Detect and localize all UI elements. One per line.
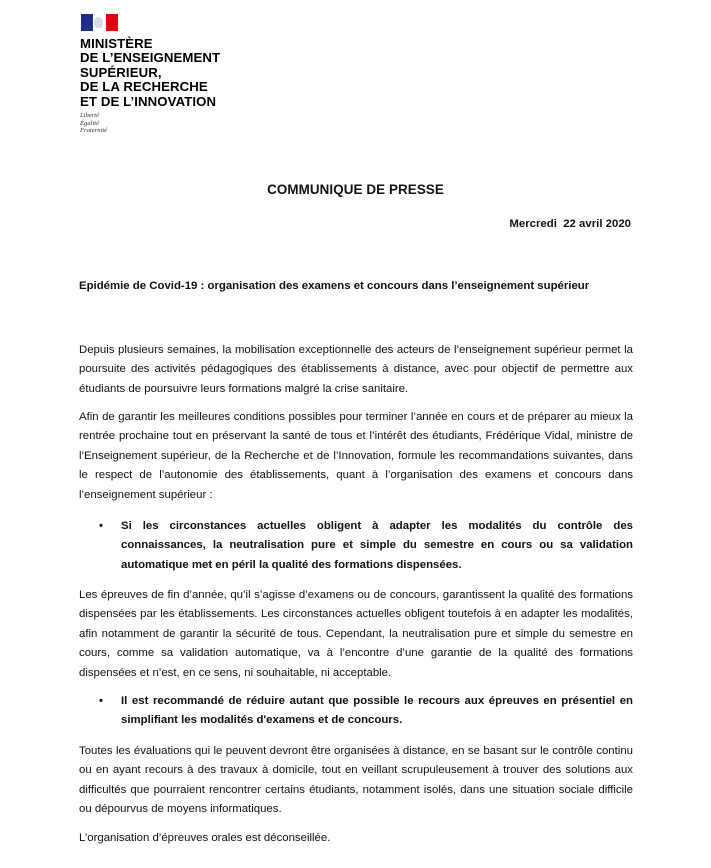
document-title: COMMUNIQUE DE PRESSE <box>267 182 444 197</box>
ministry-line: DE LA RECHERCHE <box>80 79 208 95</box>
ministry-line: MINISTÈRE <box>80 36 153 51</box>
ministry-line: DE L’ENSEIGNEMENT <box>80 50 221 66</box>
paragraph: Depuis plusieurs semaines, la mobilisation exceptionnelle des acteurs de l’enseignement supérieur permet la poursuite des activités pédagogiques des établissements à distance, avec pour objectif de permettre aux étudiants de poursuivre leurs formations malgré la crise sanitaire. <box>79 344 633 395</box>
paragraph: L’organisation d’épreuves orales est déconseillée. <box>79 832 331 844</box>
ministry-name <box>80 37 250 109</box>
paragraph: Toutes les évaluations qui le peuvent devront être organisées à distance, en se basant sur le contrôle continu ou en ayant recours à des travaux à domicile, tout en veillant scrupuleusement à trouver des solutions aux difficultés que pourraient rencontrer certains étudiants, notamment isolés, dans une situation sociale difficile ou dépourvus de moyens informatiques. <box>79 745 633 816</box>
bullet-item <box>79 692 633 731</box>
bullet-text: Si les circonstances actuelles obligent à adapter les modalités du contrôle des connaissances, la neutralisation pure et simple du semestre en cours ou sa validation automatique met en péril la qualité des formations dispensées. <box>121 520 633 571</box>
french-flag-icon <box>81 14 118 31</box>
paragraph: Les épreuves de fin d’année, qu’il s’agisse d’examens ou de concours, garantissent la qualité des formations dispensées par les établissements. Les circonstances actuelles obligent toutefois à en adapter les modalités, afin notamment de garantir la sécurité de tous. Cependant, la neutralisation pure et simple du semestre en cours, comme sa validation automatique, va à l’encontre d’une garantie de la qualité des formations dispensées et n’est, en ce sens, ni souhaitable, ni acceptable. <box>79 589 633 679</box>
ministry-line: SUPÉRIEUR, <box>80 64 162 80</box>
motto-line: Liberté <box>80 112 100 120</box>
bullet-icon: • <box>99 520 103 532</box>
republic-motto <box>80 112 250 135</box>
paragraph: Afin de garantir les meilleures conditions possibles pour terminer l’année en cours et de préparer au mieux la rentrée prochaine tout en préservant la santé de tous et l’intérêt des étudiants, Frédérique Vidal, ministre de l’Enseignement supérieur, de la Recherche et de l’Innovation, formule les recommandations suivantes, dans le respect de l’autonomie des établissements, quant à l’organisation des examens et concours dans l’enseignement supérieur : <box>79 411 633 501</box>
motto-line: Égalité <box>80 119 100 127</box>
motto-line: Fraternité <box>80 127 108 135</box>
ministry-logo <box>80 14 250 135</box>
bullet-icon: • <box>99 695 103 707</box>
bullet-item <box>79 517 633 575</box>
document-subject: Epidémie de Covid-19 : organisation des examens et concours dans l’enseignement supérieur <box>79 280 590 292</box>
bullet-text: Il est recommandé de réduire autant que possible le recours aux épreuves en présentiel en simplifiant les modalités d'examens et de concours. <box>121 695 633 727</box>
document-date: Mercredi 22 avril 2020 <box>509 218 631 230</box>
ministry-line: ET DE L’INNOVATION <box>80 93 217 109</box>
